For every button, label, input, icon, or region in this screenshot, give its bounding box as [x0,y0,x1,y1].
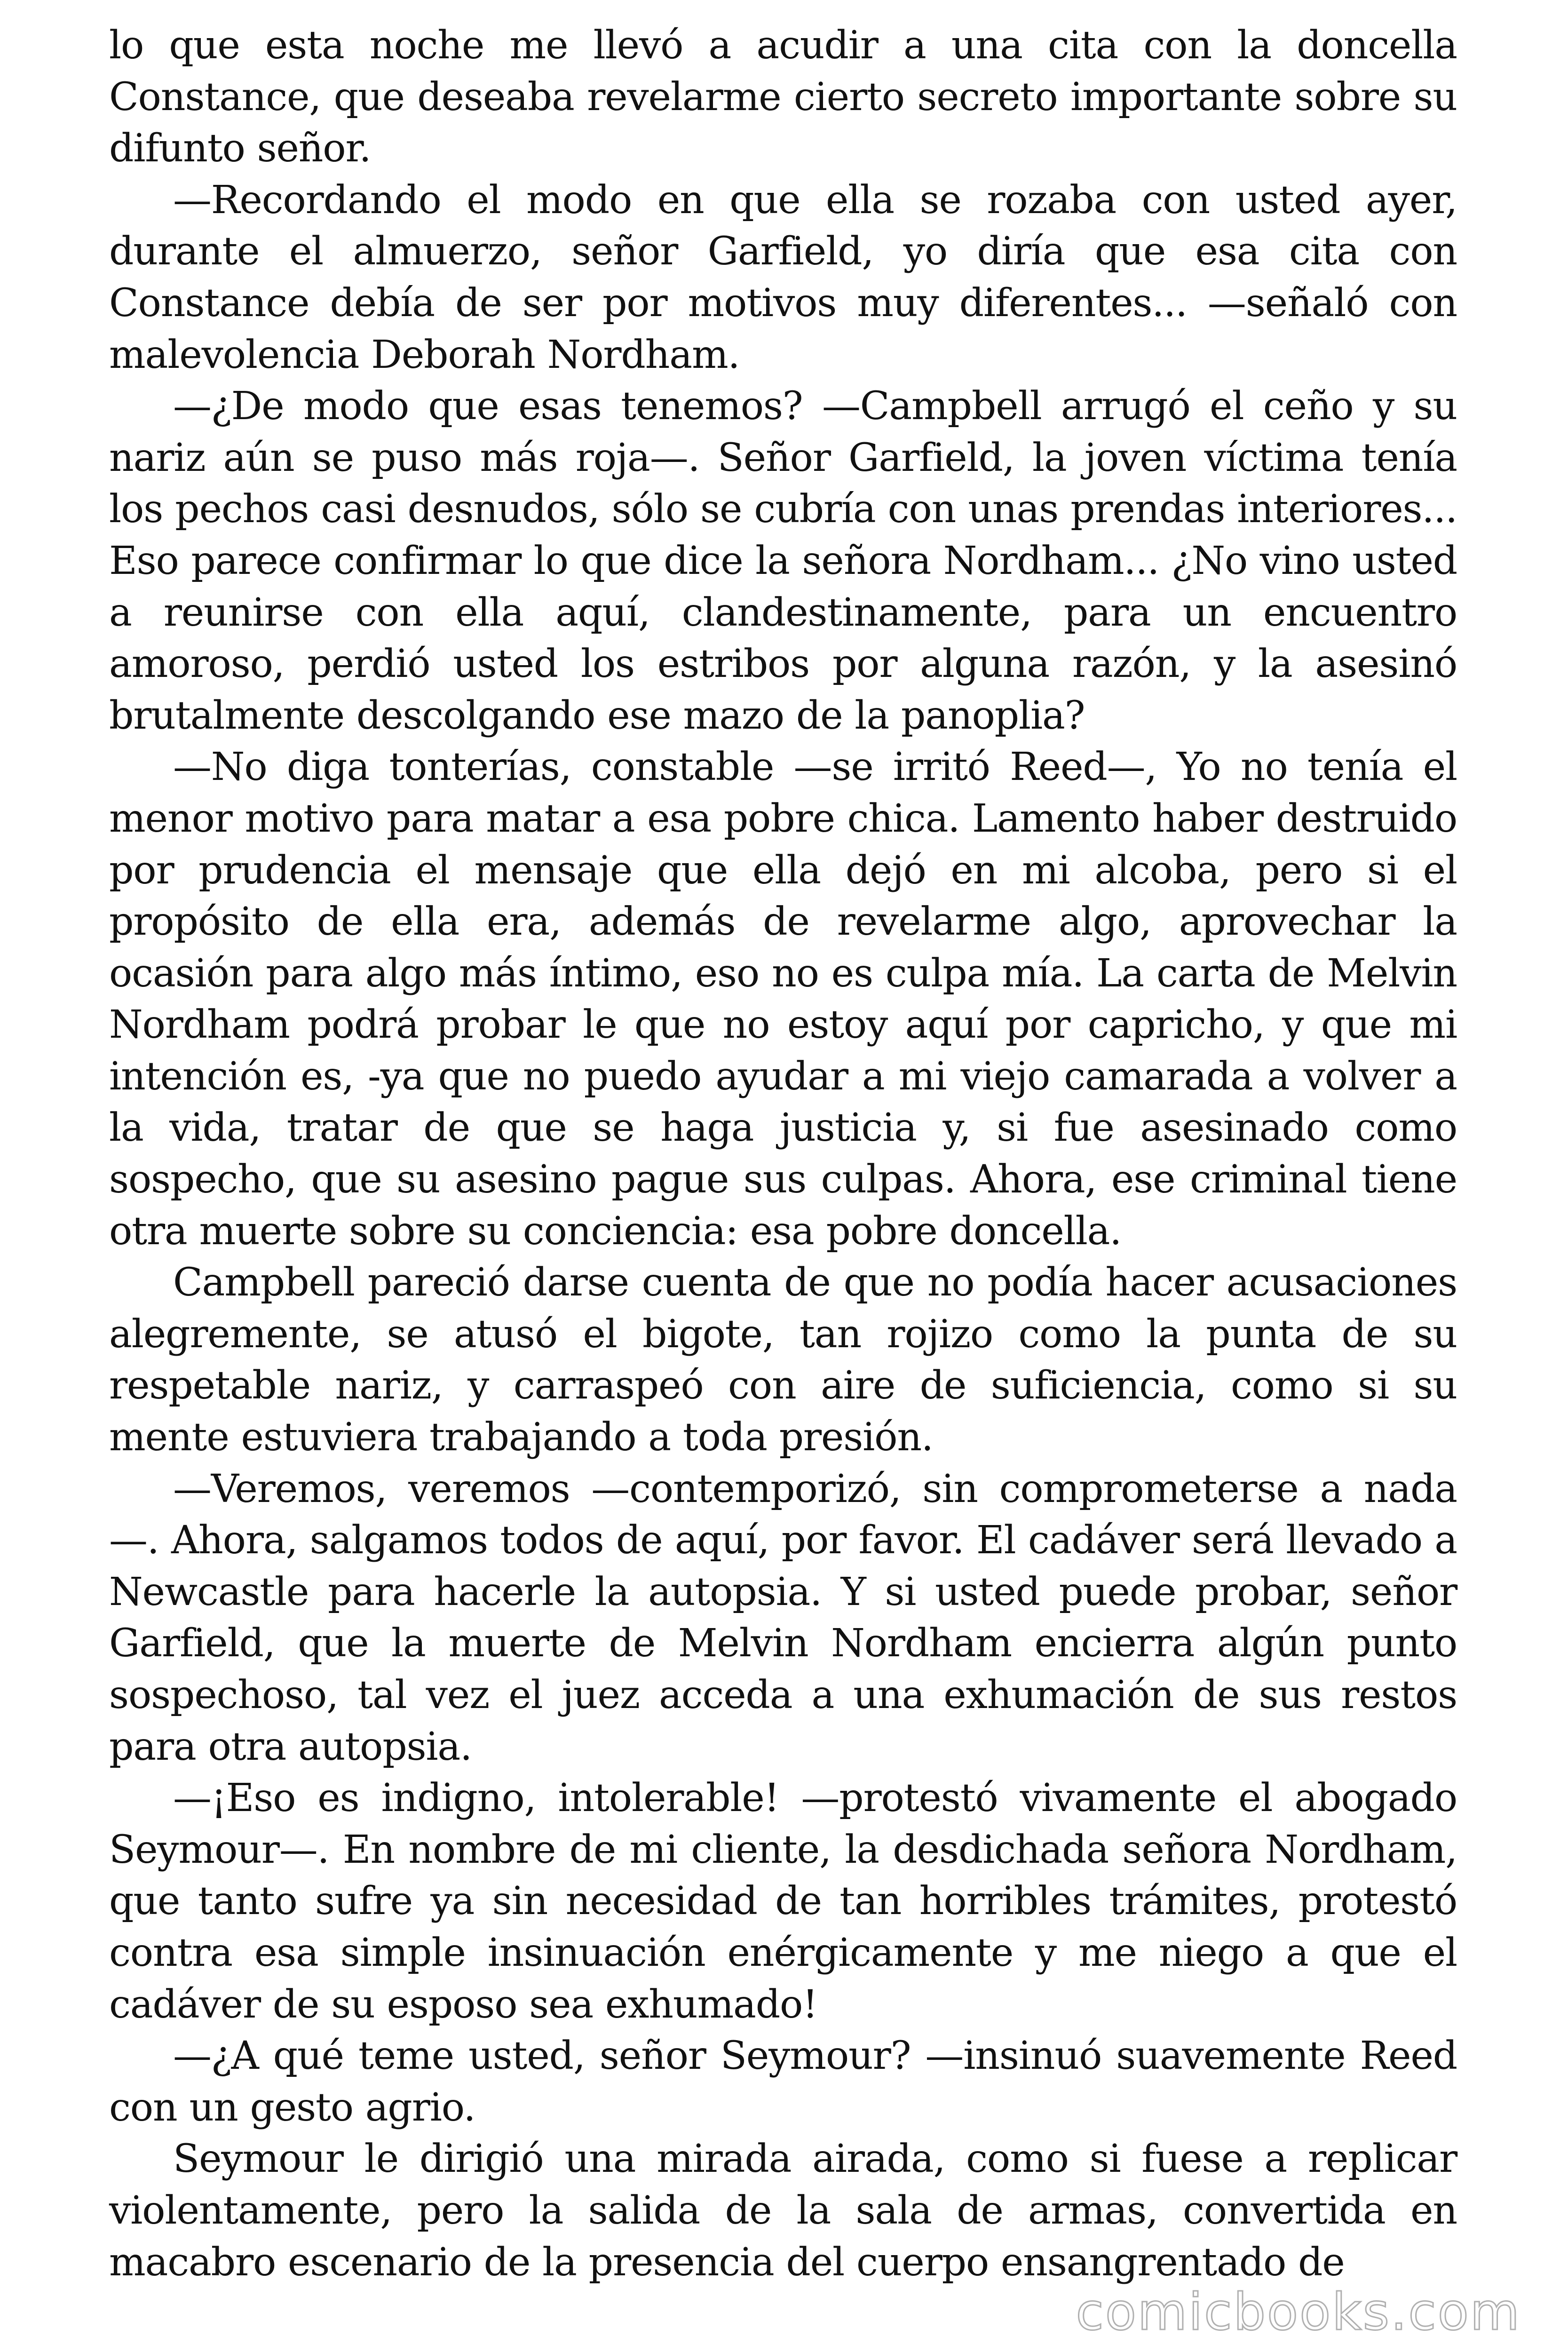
site-watermark: comicbooks.com [1076,2283,1521,2342]
paragraph: —Recordando el modo en que ella se rozaba con usted ayer, durante el almuerzo, señor Garfield, yo diría que esa cita con Constance debía de ser por motivos muy diferentes... —señaló con malevolencia Deborah Nordham. [109,177,1457,377]
body-text [109,20,1457,2288]
paragraph: Campbell pareció darse cuenta de que no podía hacer acusaciones alegremente, se atusó el bigote, tan rojizo como la punta de su respetable nariz, y carraspeó con aire de suficiencia, como si su mente estuviera trabajando a toda presión. [109,1260,1457,1460]
paragraph: Seymour le dirigió una mirada airada, como si fuese a replicar violentamente, pero la salida de la sala de armas, convertida en macabro escenario de la presencia del cuerpo ensangrentado de [109,2137,1457,2285]
paragraph: —¿A qué teme usted, señor Seymour? —insinuó suavemente Reed con un gesto agrio. [109,2034,1457,2130]
paragraph: —Veremos, veremos —contemporizó, sin comprometerse a nada —. Ahora, salgamos todos de aquí, por favor. El cadáver será llevado a Newcastle para hacerle la autopsia. Y si usted puede probar, señor Garfield, que la muerte de Melvin Nordham encierra algún punto sospechoso, tal vez el juez acceda a una exhumación de sus restos para otra autopsia. [109,1466,1457,1769]
paragraph: —¡Eso es indigno, intolerable! —protestó vivamente el abogado Seymour—. En nombre de mi cliente, la desdichada señora Nordham, que tanto sufre ya sin necesidad de tan horribles trámites, protestó contra esa simple insinuación enérgicamente y me niego a que el cadáver de su esposo sea exhumado! [109,1776,1457,2027]
paragraph-continuation: lo que esta noche me llevó a acudir a una cita con la doncella Constance, que deseaba revelarme cierto secreto importante sobre su difunto señor. [109,23,1457,171]
paragraph: —No diga tonterías, constable —se irritó Reed—, Yo no tenía el menor motivo para matar a esa pobre chica. Lamento haber destruido por prudencia el mensaje que ella dejó en mi alcoba, pero si el propósito de ella era, además de revelarme algo, aprovechar la ocasión para algo más íntimo, eso no es culpa mía. La carta de Melvin Nordham podrá probar le que no estoy aquí por capricho, y que mi intención es, -ya que no puedo ayudar a mi viejo camarada a volver a la vida, tratar de que se haga justicia y, si fue asesinado como sospecho, que su asesino pague sus culpas. Ahora, ese criminal tiene otra muerte sobre su conciencia: esa pobre doncella. [109,745,1457,1254]
paragraph: —¿De modo que esas tenemos? —Campbell arrugó el ceño y su nariz aún se puso más roja—. Señor Garfield, la joven víctima tenía los pechos casi desnudos, sólo se cubría con unas prendas interiores... Eso parece confirmar lo que dice la señora Nordham... ¿No vino usted a reunirse con ella aquí, clandestinamente, para un encuentro amoroso, perdió usted los estribos por alguna razón, y la asesinó brutalmente descolgando ese mazo de la panoplia? [109,384,1457,738]
